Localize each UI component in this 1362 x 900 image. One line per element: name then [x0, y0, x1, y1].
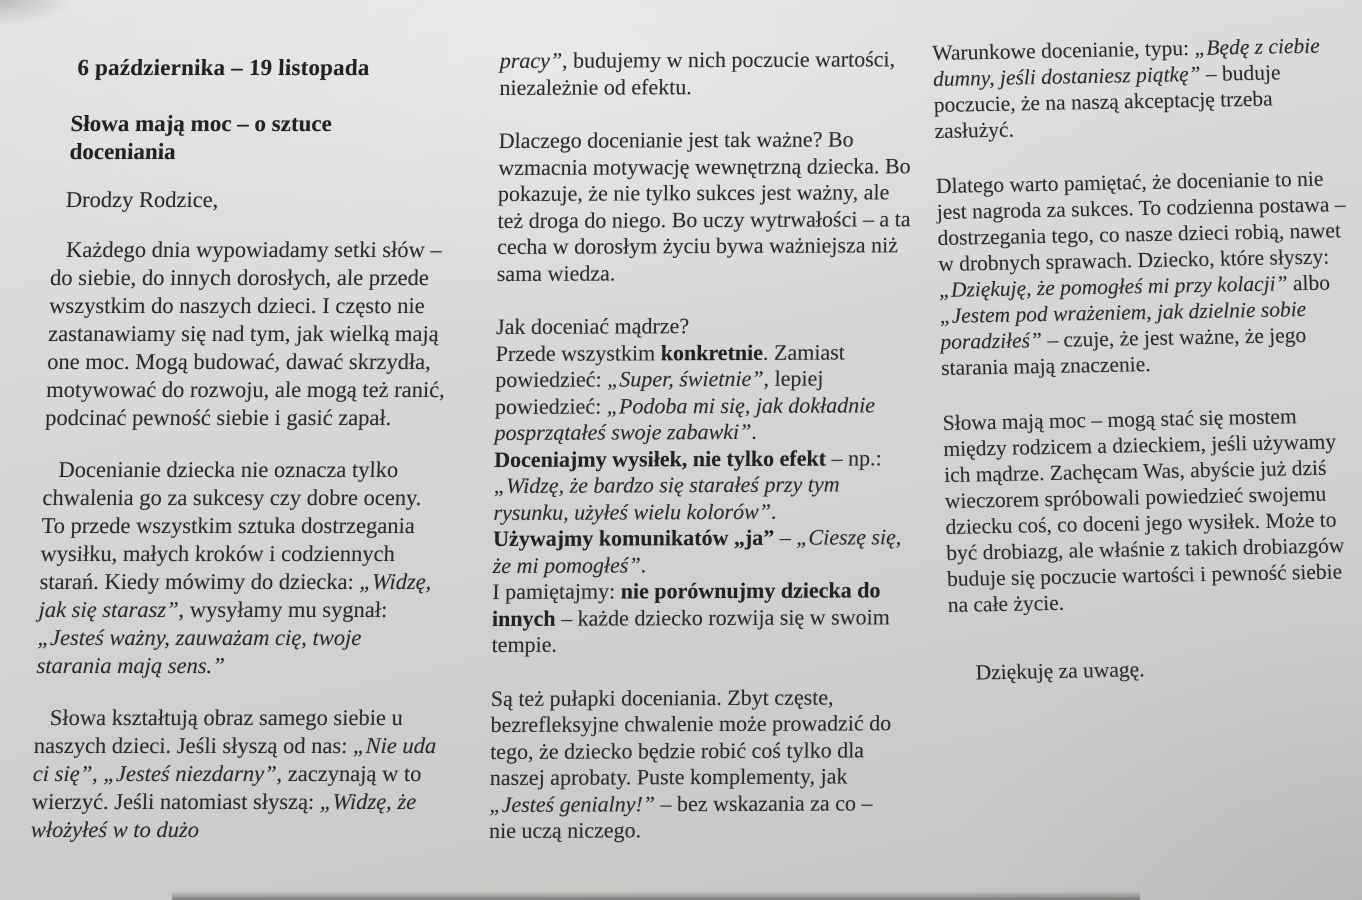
salutation: [65, 186, 457, 214]
text-run: „Widzę, że bardzo się starałeś przy tym rysunku, użyłeś wielu kolorów”: [493, 471, 840, 525]
paragraph: [45, 236, 456, 432]
text-run: konkretnie: [660, 339, 764, 365]
text-run: Warunkowe docenianie, typu:: [932, 35, 1195, 65]
paragraph: [936, 165, 1356, 381]
paragraph: [36, 456, 448, 680]
column-middle: [489, 46, 915, 871]
paper-bottom-edge-shadow: [172, 891, 1140, 900]
text-run: Drodzy Rodzice,: [65, 187, 219, 212]
text-run: Słowa kształtują obraz samego siebie u naszych dzieci. Jeśli słyszą od nas:: [33, 705, 404, 758]
text-run: Są też pułapki doceniania. Zbyt częste, bezrefleksyjne chwalenie może prowadzić do tego, że dziecko będzie robić coś tylko dla naszej aprobaty. Puste komplementy, jak: [489, 684, 892, 790]
text-run: „Jesteś niezdarny”: [103, 761, 278, 786]
closing: [975, 652, 1362, 685]
text-run: I pamiętajmy:: [492, 578, 621, 604]
text-run: „Jestem pod wrażeniem, jak dzielnie sobie poradziłeś”: [939, 296, 1307, 354]
text-run: Docenianie dziecka nie oznacza tylko chwalenia go za sukcesy czy dobre oceny. To przede wszystkim sztuka dostrzegania wysiłku, małych kroków i codziennych starań. Kiedy mówimy do dziecka:: [39, 457, 422, 594]
text-run: ,: [91, 761, 104, 786]
text-run: Dlatego warto pamiętać, że docenianie to nie jest nagroda za sukces. To codzienna postawa – dostrzegania tego, co nasze dzieci robią, nawet w drobnych sprawach. Dziecko, które słyszy:: [935, 166, 1346, 276]
text-run: nie porównujmy dziecka do innych: [491, 577, 881, 631]
date-heading: [77, 54, 462, 82]
column-left: [30, 54, 462, 868]
text-run: . Zamiast powiedzieć:: [495, 338, 846, 392]
text-run: – bez wskazania za co – nie uczą niczego.: [488, 789, 873, 843]
subheading: [69, 110, 391, 166]
text-run: Słowa mają moc – o sztuce doceniania: [69, 111, 333, 164]
text-run: „Będę z ciebie dumny, jeśli dostaniesz piątkę”: [932, 33, 1321, 91]
text-run: „Cieszę się, że mi pomogłeś”: [492, 524, 902, 578]
text-run: .: [770, 498, 777, 524]
text-run: , budujemy w nich poczucie wartości, niezależnie od efektu.: [499, 46, 896, 100]
paragraph: [499, 46, 914, 101]
paragraph: [932, 32, 1349, 144]
text-run: Doceniajmy wysiłek, nie tylko efekt: [494, 445, 827, 472]
text-run: , zaczynają w to wierzyć. Jeśli natomiast słyszą:: [31, 761, 422, 814]
text-run: albo: [1287, 270, 1331, 296]
text-run: 6 października – 19 listopada: [77, 55, 371, 80]
text-run: Słowa mają moc – mogą stać się mostem między rodzicem a dzieckiem, jeśli używamy ich mądrze. Zachęcam Was, abyście już dziś wieczorem spróbowali powiedzieć swojemu dziecku coś, co doceni jego wysiłek. Może to być drobiazg, ale właśnie z takich drobiazgów buduje się poczucie wartości i pewność siebie na całe życie.: [942, 404, 1345, 617]
text-run: pracy”: [499, 47, 563, 73]
text-run: –: [774, 524, 797, 550]
text-run: – każde dziecko rozwija się w swoim tempie.: [491, 603, 891, 657]
text-run: „Nie uda ci się”: [32, 733, 437, 786]
text-run: „Widzę, jak się starasz”: [38, 569, 432, 622]
paragraph: [942, 402, 1362, 618]
text-run: – np.:: [825, 444, 882, 471]
paragraph: [30, 704, 439, 844]
text-run: .: [751, 418, 758, 444]
text-run: „Jesteś ważny, zauważam cię, twoje starania mają sens.”: [36, 625, 362, 678]
text-run: Każdego dnia wypowiadamy setki słów – do siebie, do innych dorosłych, ale przede wszystkim do naszych dzieci. I często nie zastanawiamy się nad tym, jak wielką mają one moc. Mogą budować, dawać skrzydła, motywować do rozwoju, ale mogą też ranić, podcinać pewność siebie i gasić zapał.: [44, 237, 446, 430]
paragraph: [489, 684, 905, 845]
paragraph: [497, 126, 913, 287]
text-run: , wysyłamy mu sygnał:: [178, 597, 388, 622]
corner-shadow: [0, 0, 70, 26]
text-run: „Super, świetnie”: [607, 365, 764, 392]
paragraph: [491, 312, 910, 658]
text-run: .: [640, 551, 647, 577]
text-run: „Widzę, że włożyłeś w to dużo: [30, 789, 417, 842]
text-run: – czuje, że jest ważne, że jego starania mają znaczenie.: [940, 322, 1307, 380]
text-run: Używajmy komunikatów „ja”: [492, 524, 775, 551]
text-run: „Dziękuję, że pomogłeś mi przy kolacji”: [938, 271, 1288, 302]
column-right: [932, 32, 1362, 686]
text-run: Jak doceniać mądrze?: [495, 313, 690, 339]
text-run: Dziękuję za uwagę.: [975, 657, 1145, 685]
text-run: , lepiej powiedzieć:: [494, 365, 824, 419]
text-run: Przede wszystkim: [495, 339, 661, 366]
text-run: – buduje poczucie, że na naszą akceptację trzeba zasłużyć.: [933, 60, 1281, 143]
text-run: Dlaczego docenianie jest tak ważne? Bo wzmacnia motywację wewnętrzną dziecka. Bo pokazuje, że nie tylko sukces jest ważny, ale też droga do niego. Bo uczy wytrwałości – a ta cecha w dorosłym życiu bywa ważniejsza niż sama wiedza.: [496, 126, 911, 286]
text-run: „Jesteś genialny!”: [489, 790, 656, 817]
text-run: „Podoba mi się, jak dokładnie posprzątałeś swoje zabawki”: [494, 391, 876, 445]
